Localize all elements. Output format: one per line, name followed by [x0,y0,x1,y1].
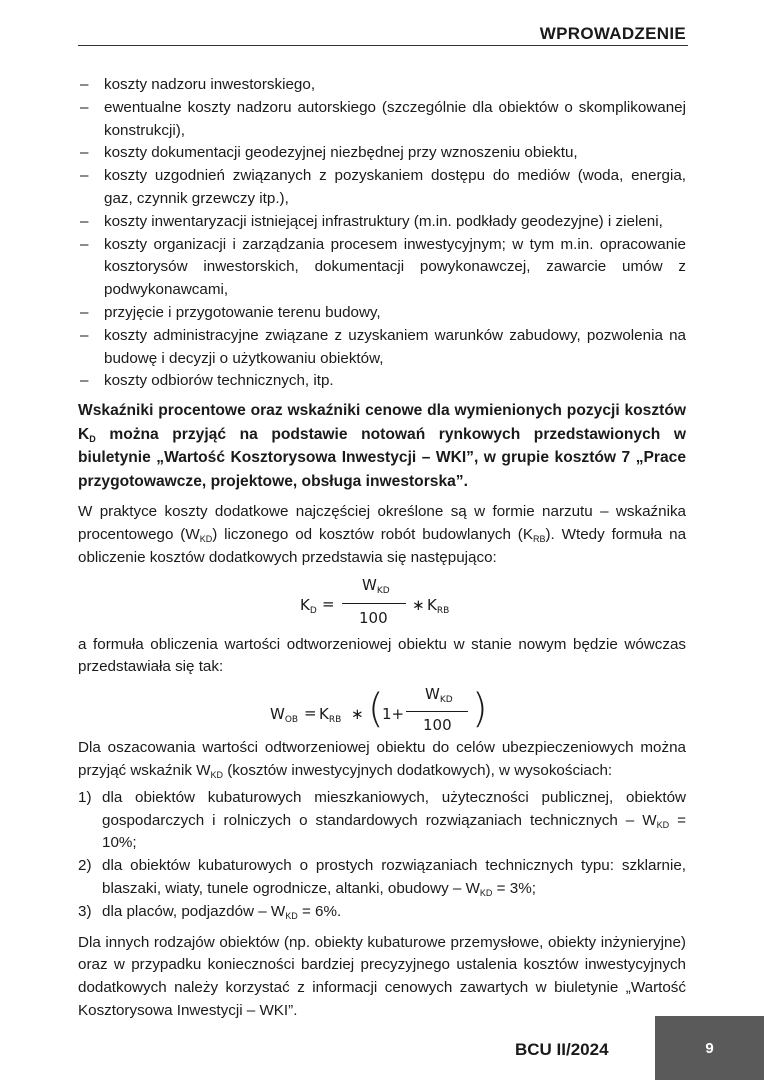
list-item: – koszty organizacji i zarządzania procesem inwestycyjnym; w tym m.in. opracowanie kosztorysów inwestorskich, dokumentacji powykonawczej, zawarcie umów z podwykonawcami, [80,235,686,299]
list-item: 3) dla placów, podjazdów – $W_{KD} = 6\%$. [78,902,342,921]
page-content [78,74,686,1023]
paragraph-insurance: Dla oszacowania wartości odtworzeniowej obiektu do celów ubezpieczeniowych można przyjąć wskaźnik $W_{KD}$ (kosztów inwestycyjnych dodatkowych), w wysokościach: [78,739,686,780]
fraction-bar [342,603,406,604]
list-item: 1) dla obiektów kubaturowych mieszkaniowych, użyteczności publicznej, obiektów gospodarczych i rolniczych o standardowych rozwiązaniach technicznych – $W_{KD} = 10\%$; [78,788,686,852]
bold-paragraph: Wskaźniki procentowe oraz wskaźniki cenowe dla wymienionych pozycji kosztów $K_D$ można przyjąć na podstawie notowań rynkowych przedstawionych w biuletynie „Wartość Kosztorysowa Inwestycji – WKI”, w grupie kosztów 7 „Prace przygotowawcze, projektowe, obsługa inwestorska”. [78,402,686,490]
list-item: 2) dla obiektów kubaturowych o prostych rozwiązaniach technicznych typu: szklarnie, blaszaki, wiaty, tunele ogrodnicze, altanki, obudowy – $W_{KD} = 3\%$; [78,857,686,898]
list-item: – koszty administracyjne związane z uzyskaniem warunków zabudowy, pozwolenia na budowę i decyzji o użytkowaniu obiektów, [80,326,686,367]
header-divider [78,45,688,46]
rate-numbered-list [78,787,686,924]
cost-dash-list [78,74,686,393]
formula-wob: $W_{OB}$ = $K_{RB}$ ∗ ( 1+ $W_{KD}$ 100 ) [270,685,488,735]
list-item: – koszty uzgodnień związanych z pozyskaniem dostępu do mediów (woda, energia, gaz, czynnik grzewczy itp.), [80,167,686,207]
formula-kd: $K_D$ = $W_{KD}$ 100 ∗ $K_{RB}$ [300,575,450,627]
section-title: WPROWADZENIE [539,24,686,43]
fraction-bar [406,711,468,712]
list-item: – koszty dokumentacji geodezyjnej niezbędnej przy wznoszeniu obiektu, [80,144,578,162]
paragraph-practice: W praktyce koszty dodatkowe najczęściej określone są w formie narzutu – wskaźnika procentowego $(W_{KD})$ liczonego od kosztów robót budowlanych $(K_{RB})$. Wtedy formuła na obliczenie kosztów dodatkowych przedstawia się następująco: [78,503,687,566]
page-number: 9 [705,1039,714,1057]
paragraph-formula-intro: a formuła obliczenia wartości odtworzeniowej obiektu w stanie nowym będzie wówczas przedstawiała się tak: [78,635,686,676]
paragraph-other-objects: Dla innych rodzajów obiektów (np. obiekty kubaturowe przemysłowe, obiekty inżynieryjne) oraz w przypadku konieczności bardziej precyzyjnego ustalenia kosztów inwestycyjnych dodatkowych należy korzystać z informacji cenowych zawartych w biuletynie „Wartość Kosztorysowa Inwestycji – WKI”. [78,933,686,1019]
list-item: – koszty nadzoru inwestorskiego, [80,76,316,93]
list-item: – koszty inwentaryzacji istniejącej infrastruktury (m.in. podkłady geodezyjne) i zieleni, [80,212,663,230]
list-item: – przyjęcie i przygotowanie terenu budowy, [80,303,381,321]
list-item: – ewentualne koszty nadzoru autorskiego (szczególnie dla obiektów o skomplikowanej konstrukcji), [80,98,686,139]
list-item: – koszty odbiorów technicznych, itp. [80,372,334,390]
page-number-box [655,1016,764,1080]
publication-label: BCU II/2024 [515,1040,609,1059]
